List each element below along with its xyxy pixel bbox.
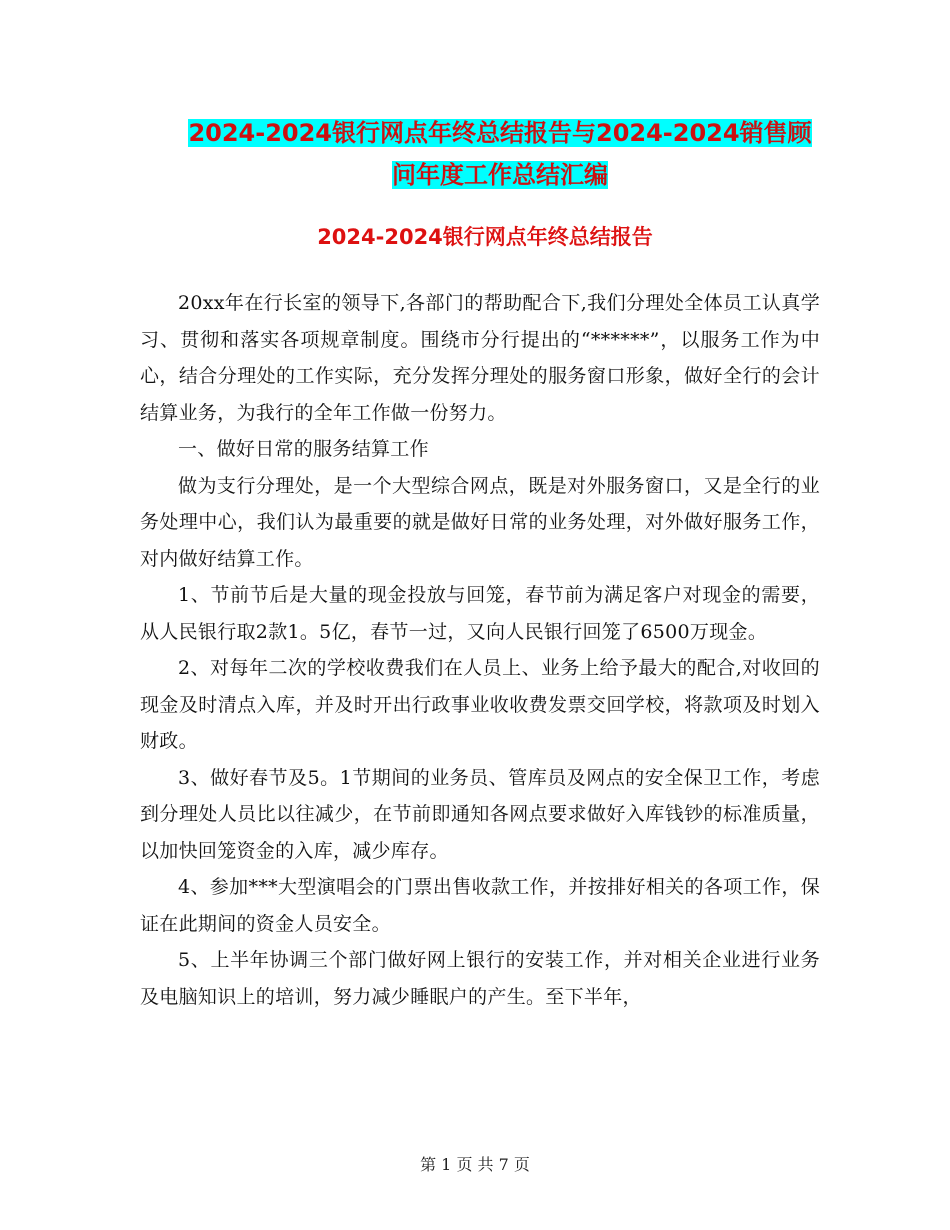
paragraph-item-3: 3、做好春节及5。1节期间的业务员、管库员及网点的安全保卫工作，考虑到分理处人员比以往减少，在节前即通知各网点要求做好入库钱钞的标准质量，以加快回笼资金的入库，减少库存。	[140, 766, 820, 862]
heading-daily-service: 一、做好日常的服务结算工作	[178, 438, 429, 460]
paragraph-item-4: 4、参加***大型演唱会的门票出售收款工作，并按排好相关的各项工作，保证在此期间的资金人员安全。	[140, 876, 820, 935]
document-title	[140, 112, 860, 196]
page-number-footer: 第 1 页 共 7 页	[420, 1155, 530, 1174]
paragraph-item-5: 5、上半年协调三个部门做好网上银行的安装工作，并对相关企业进行业务及电脑知识上的培训，努力减少睡眠户的产生。至下半年，	[140, 949, 820, 1008]
paragraph-branch-role: 做为支行分理处，是一个大型综合网点，既是对外服务窗口，又是全行的业务处理中心，我们认为最重要的就是做好日常的业务处理，对外做好服务工作，对内做好结算工作。	[140, 474, 820, 570]
paragraph-intro: 20xx年在行长室的领导下,各部门的帮助配合下,我们分理处全体员工认真学习、贯彻和落实各项规章制度。围绕市分行提出的“******”，以服务工作为中心，结合分理处的工作实际，充分发挥分理处的服务窗口形象，做好全行的会计结算业务，为我行的全年工作做一份努力。	[140, 292, 820, 424]
document-body	[140, 285, 820, 1015]
document-title-line2: 问年度工作总结汇编	[392, 161, 608, 189]
section-title: 2024-2024银行网点年终总结报告	[317, 225, 653, 249]
paragraph-item-1: 1、节前节后是大量的现金投放与回笼，春节前为满足客户对现金的需要，从人民银行取2款1。5亿，春节一过，又向人民银行回笼了6500万现金。	[140, 584, 820, 643]
paragraph-item-2: 2、对每年二次的学校收费我们在人员上、业务上给予最大的配合,对收回的现金及时清点入库，并及时开出行政事业收收费发票交回学校，将款项及时划入财政。	[140, 657, 820, 752]
document-title-line1: 2024-2024银行网点年终总结报告与2024-2024销售顾	[188, 119, 812, 147]
